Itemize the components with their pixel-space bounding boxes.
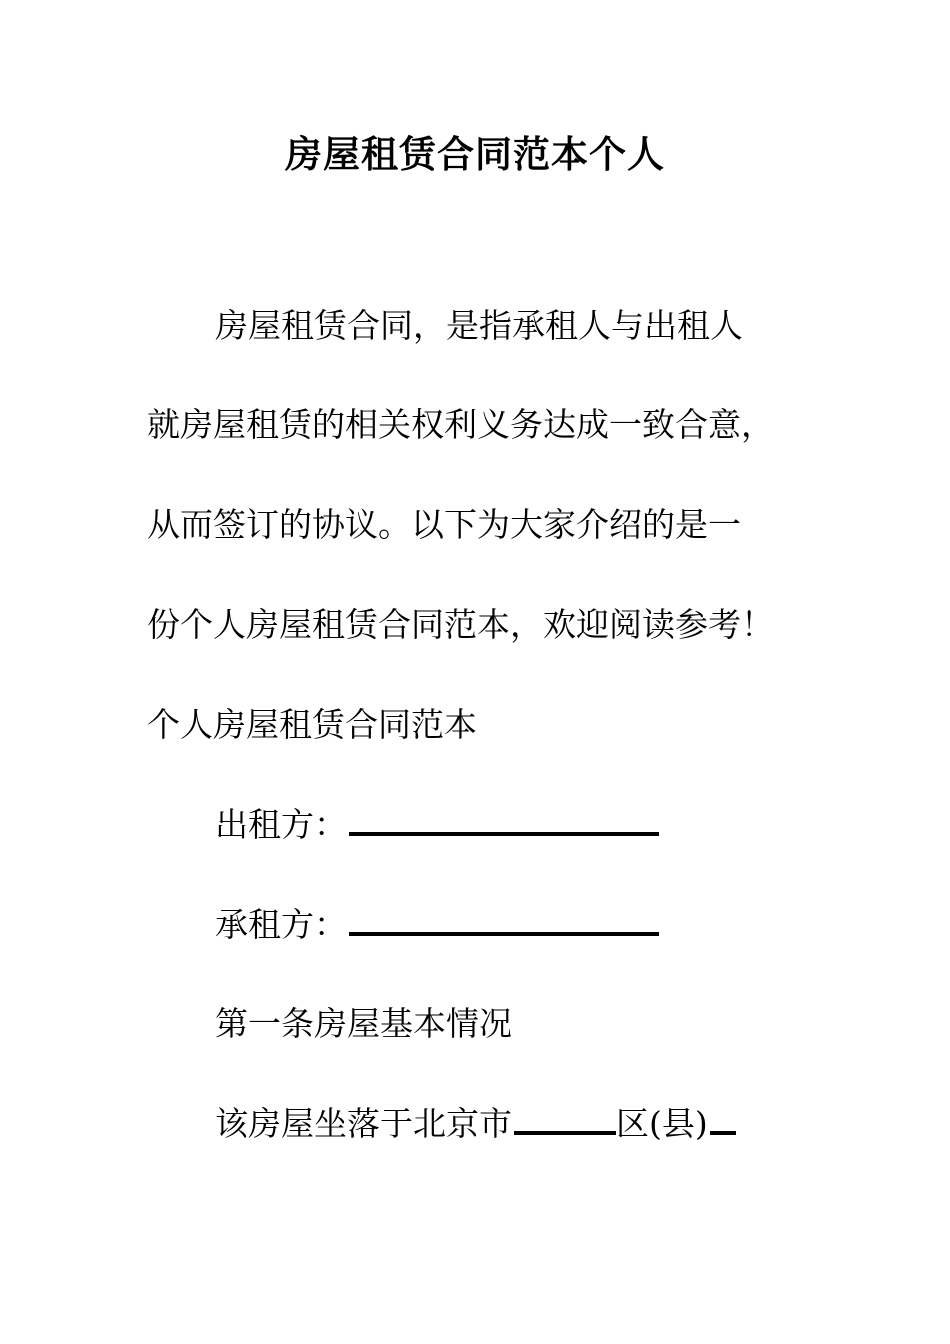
- document-title: 房屋租赁合同范本个人: [285, 132, 665, 176]
- intro-line-3: 从而签订的协议。以下为大家介绍的是一: [147, 505, 741, 544]
- intro-line-2: 就房屋租赁的相关权利义务达成一致合意，: [147, 405, 774, 444]
- lessee-line: [215, 902, 885, 948]
- article-1-heading: 第一条房屋基本情况: [215, 1004, 512, 1043]
- lessee-blank: [349, 910, 659, 936]
- lessor-line: [215, 802, 885, 848]
- city-blank: [514, 1109, 616, 1135]
- lessor-blank: [349, 810, 659, 836]
- intro-line-1: 房屋租赁合同，是指承租人与出租人: [215, 306, 743, 345]
- location-prefix: 该房屋坐落于北京市: [215, 1104, 512, 1143]
- location-line: [215, 1101, 885, 1147]
- intro-line-4: 份个人房屋租赁合同范本，欢迎阅读参考！: [147, 605, 774, 644]
- location-district: 区(县): [616, 1104, 708, 1143]
- district-blank: [710, 1109, 736, 1135]
- lessor-label: 出租方：: [215, 805, 347, 844]
- lessee-label: 承租方：: [215, 905, 347, 944]
- contract-subtitle: 个人房屋租赁合同范本: [147, 705, 477, 744]
